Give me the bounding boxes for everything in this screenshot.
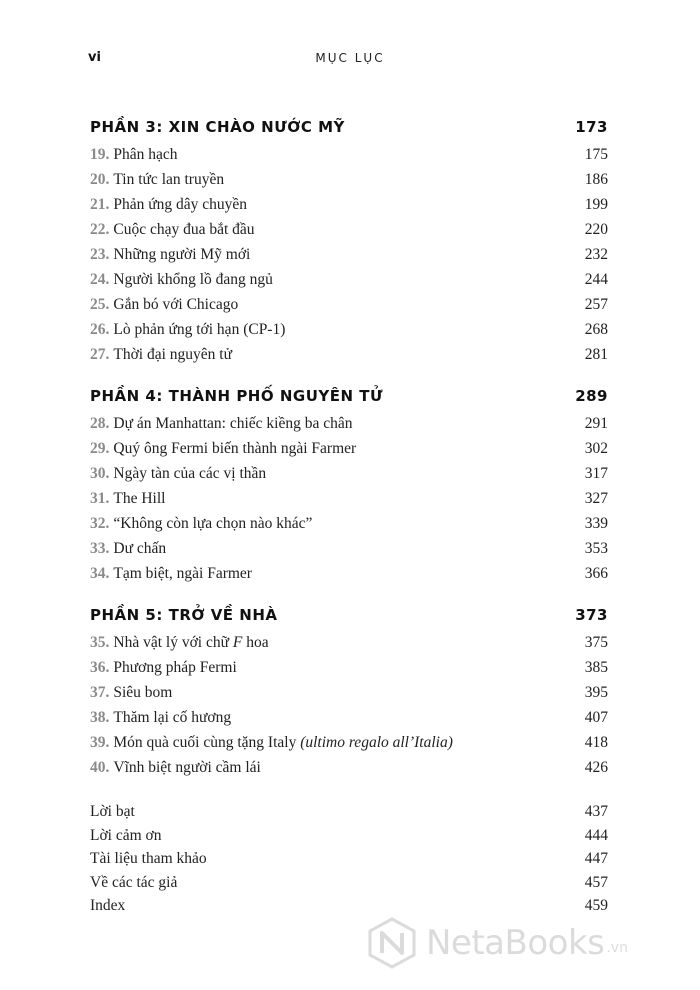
watermark-brand: NetaBooks xyxy=(426,923,605,963)
chapter-entry[interactable] xyxy=(90,192,608,217)
chapter-title-group xyxy=(90,342,232,367)
chapter-title: Những người Mỹ mới xyxy=(113,246,251,263)
chapter-title-group xyxy=(90,511,312,536)
chapter-title: Tin tức lan truyền xyxy=(113,171,225,188)
chapter-title-group xyxy=(90,317,285,342)
chapter-title-group xyxy=(90,705,231,730)
chapter-title-group xyxy=(90,561,252,586)
chapter-entry[interactable] xyxy=(90,242,608,267)
chapter-entry[interactable] xyxy=(90,267,608,292)
chapter-page-number: 244 xyxy=(584,271,608,288)
chapter-number: 37. xyxy=(90,684,110,701)
chapter-entry[interactable] xyxy=(90,142,608,167)
chapter-number: 25. xyxy=(90,296,110,313)
end-matter-entry[interactable] xyxy=(90,894,608,918)
end-matter-title: Lời cảm ơn xyxy=(90,826,162,844)
end-matter-title: Tài liệu tham khảo xyxy=(90,850,207,867)
chapter-title-group xyxy=(90,217,255,242)
chapter-number: 33. xyxy=(90,540,110,557)
chapter-entry[interactable] xyxy=(90,486,608,511)
chapter-number: 40. xyxy=(90,759,110,776)
chapter-page-number: 281 xyxy=(584,346,608,363)
chapter-title-group xyxy=(90,242,250,267)
chapter-title-group xyxy=(90,486,165,511)
end-matter-entry[interactable] xyxy=(90,800,608,824)
part-title: PHẦN 3: XIN CHÀO NƯỚC MỸ xyxy=(90,118,345,136)
chapter-entry[interactable] xyxy=(90,536,608,561)
chapter-page-number: 199 xyxy=(584,196,608,213)
page-header xyxy=(88,50,612,70)
end-matter-title: Về các tác giả xyxy=(90,873,178,891)
chapter-page-number: 407 xyxy=(584,709,608,726)
end-matter-title: Lời bạt xyxy=(90,803,135,820)
chapter-title: Vĩnh biệt người cầm lái xyxy=(113,759,261,776)
chapter-number: 22. xyxy=(90,221,110,238)
chapter-title-group xyxy=(90,730,453,755)
chapter-entry[interactable] xyxy=(90,167,608,192)
chapter-number: 30. xyxy=(90,465,110,482)
chapter-number: 24. xyxy=(90,271,110,288)
chapter-page-number: 385 xyxy=(584,659,608,676)
chapter-number: 26. xyxy=(90,321,110,338)
chapter-page-number: 232 xyxy=(584,246,608,263)
chapter-entry[interactable] xyxy=(90,630,608,655)
chapter-title: Siêu bom xyxy=(113,684,173,701)
chapter-title: Gắn bó với Chicago xyxy=(113,296,239,313)
end-matter-entry[interactable] xyxy=(90,871,608,895)
chapter-entry[interactable] xyxy=(90,411,608,436)
section-spacer xyxy=(90,780,608,800)
part-page-number: 373 xyxy=(575,606,608,624)
chapter-entry[interactable] xyxy=(90,461,608,486)
chapter-title: Dự án Manhattan: chiếc kiềng ba chân xyxy=(113,415,353,432)
part-title: PHẦN 4: THÀNH PHỐ NGUYÊN TỬ xyxy=(90,387,384,405)
chapter-number: 19. xyxy=(90,146,110,163)
chapter-number: 21. xyxy=(90,196,110,213)
watermark-suffix: .vn xyxy=(606,940,628,956)
chapter-entry[interactable] xyxy=(90,680,608,705)
watermark xyxy=(366,918,686,968)
part-heading[interactable] xyxy=(90,381,608,411)
section-spacer xyxy=(90,586,608,600)
chapter-title-rest: hoa xyxy=(242,634,269,651)
part-page-number: 173 xyxy=(575,118,608,136)
chapter-entry[interactable] xyxy=(90,511,608,536)
chapter-title: Tạm biệt, ngài Farmer xyxy=(113,565,252,582)
chapter-page-number: 257 xyxy=(584,296,608,313)
table-of-contents xyxy=(90,112,608,918)
chapter-number: 29. xyxy=(90,440,110,457)
chapter-entry[interactable] xyxy=(90,730,608,755)
chapter-entry[interactable] xyxy=(90,436,608,461)
chapter-entry[interactable] xyxy=(90,655,608,680)
chapter-title: Phản ứng dây chuyền xyxy=(113,196,248,213)
chapter-number: 23. xyxy=(90,246,110,263)
chapter-number: 28. xyxy=(90,415,110,432)
chapter-title: Ngày tàn của các vị thần xyxy=(113,465,267,482)
chapter-page-number: 375 xyxy=(584,634,608,651)
chapter-page-number: 327 xyxy=(584,490,608,507)
chapter-title: Nhà vật lý với chữ xyxy=(113,634,233,651)
netabooks-n-logo-icon xyxy=(366,917,418,969)
end-matter-entry[interactable] xyxy=(90,824,608,848)
chapter-entry[interactable] xyxy=(90,317,608,342)
end-matter-page-number: 437 xyxy=(584,803,608,820)
chapter-page-number: 339 xyxy=(584,515,608,532)
chapter-title-group xyxy=(90,655,237,680)
chapter-number: 36. xyxy=(90,659,110,676)
chapter-number: 34. xyxy=(90,565,110,582)
chapter-title-group xyxy=(90,292,238,317)
chapter-number: 39. xyxy=(90,734,110,751)
chapter-number: 27. xyxy=(90,346,110,363)
running-title: MỤC LỤC xyxy=(315,51,385,65)
end-matter-page-number: 447 xyxy=(584,850,608,867)
chapter-title-group xyxy=(90,411,352,436)
chapter-page-number: 175 xyxy=(584,146,608,163)
section-spacer xyxy=(90,367,608,381)
part-heading[interactable] xyxy=(90,112,608,142)
chapter-page-number: 418 xyxy=(584,734,608,751)
chapter-title-group xyxy=(90,630,269,655)
chapter-number: 20. xyxy=(90,171,110,188)
chapter-title: Dư chấn xyxy=(113,540,167,557)
chapter-title-group xyxy=(90,167,224,192)
chapter-entry[interactable] xyxy=(90,561,608,586)
chapter-title: Phân hạch xyxy=(113,146,178,163)
chapter-title-group xyxy=(90,192,247,217)
chapter-title: The Hill xyxy=(113,490,166,507)
chapter-page-number: 268 xyxy=(584,321,608,338)
chapter-title-group xyxy=(90,755,261,780)
part-heading[interactable] xyxy=(90,600,608,630)
chapter-title: Người khổng lồ đang ngủ xyxy=(113,271,273,288)
chapter-entry[interactable] xyxy=(90,217,608,242)
chapter-title: Cuộc chạy đua bắt đầu xyxy=(113,221,255,238)
chapter-title: Thăm lại cố hương xyxy=(113,709,232,726)
end-matter-entry[interactable] xyxy=(90,847,608,871)
chapter-page-number: 353 xyxy=(584,540,608,557)
chapter-page-number: 317 xyxy=(584,465,608,482)
chapter-number: 32. xyxy=(90,515,110,532)
chapter-title-group xyxy=(90,461,266,486)
chapter-title: Quý ông Fermi biến thành ngài Farmer xyxy=(113,440,357,457)
chapter-number: 38. xyxy=(90,709,110,726)
chapter-title: Phương pháp Fermi xyxy=(113,659,237,676)
chapter-title-group xyxy=(90,142,178,167)
chapter-page-number: 395 xyxy=(584,684,608,701)
chapter-title-group xyxy=(90,267,273,292)
chapter-page-number: 426 xyxy=(584,759,608,776)
chapter-title: “Không còn lựa chọn nào khác” xyxy=(113,515,313,532)
chapter-entry[interactable] xyxy=(90,705,608,730)
chapter-title-italic: F xyxy=(232,634,243,651)
chapter-entry[interactable] xyxy=(90,342,608,367)
end-matter-page-number: 457 xyxy=(584,873,608,891)
chapter-entry[interactable] xyxy=(90,292,608,317)
chapter-page-number: 366 xyxy=(584,565,608,582)
chapter-page-number: 291 xyxy=(584,415,608,432)
chapter-title-group xyxy=(90,536,166,561)
end-matter-page-number: 444 xyxy=(584,826,608,844)
end-matter-title: Index xyxy=(90,897,126,914)
chapter-entry[interactable] xyxy=(90,755,608,780)
chapter-number: 31. xyxy=(90,490,110,507)
chapter-page-number: 220 xyxy=(584,221,608,238)
chapter-title: Món quà cuối cùng tặng Italy xyxy=(113,734,301,751)
part-title: PHẦN 5: TRỞ VỀ NHÀ xyxy=(90,606,278,624)
chapter-title: Lò phản ứng tới hạn (CP-1) xyxy=(113,321,286,338)
page-number: vi xyxy=(88,50,101,65)
chapter-title-group xyxy=(90,436,356,461)
chapter-page-number: 302 xyxy=(584,440,608,457)
part-page-number: 289 xyxy=(575,387,608,405)
chapter-title-italic: (ultimo regalo all’Italia) xyxy=(300,734,453,751)
chapter-title-group xyxy=(90,680,172,705)
chapter-page-number: 186 xyxy=(584,171,608,188)
chapter-title: Thời đại nguyên tử xyxy=(113,346,232,363)
chapter-number: 35. xyxy=(90,634,110,651)
end-matter-page-number: 459 xyxy=(584,897,608,914)
